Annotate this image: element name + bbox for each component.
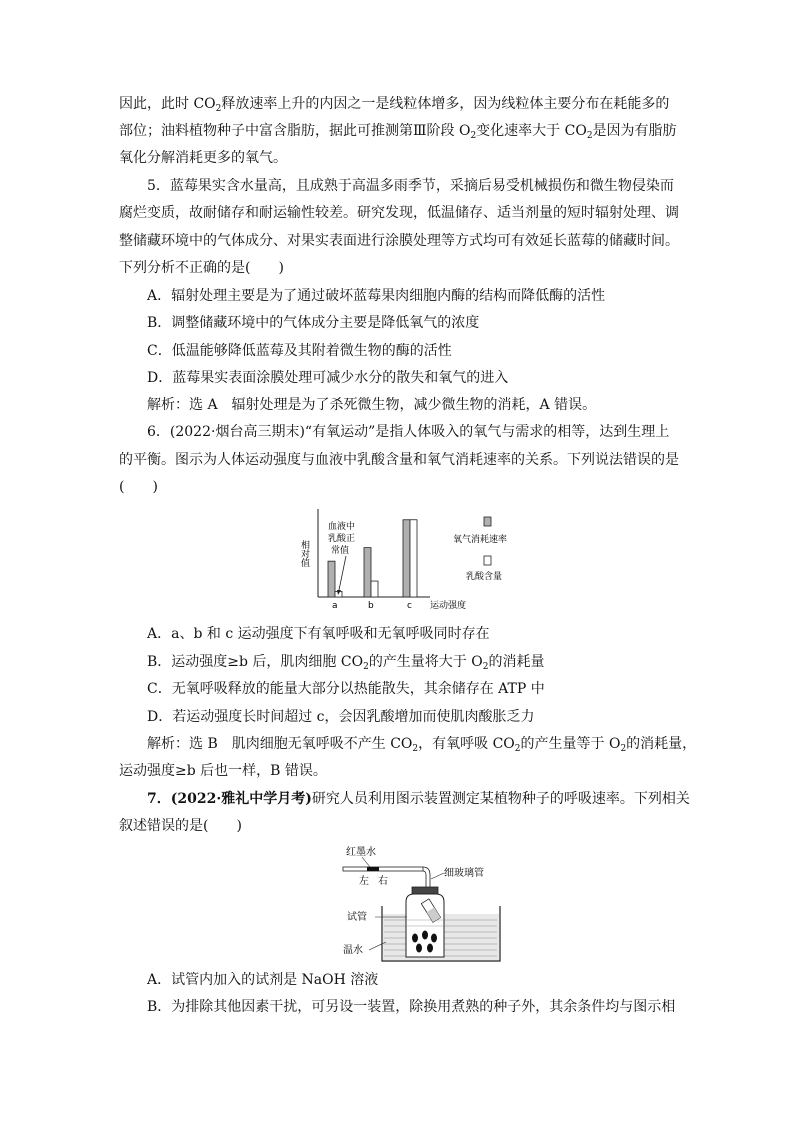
q7-stem-line2: 叙述错误的是( ) xyxy=(119,818,242,834)
q7-source: 7．(2022·雅礼中学月考) xyxy=(147,791,312,807)
stopper xyxy=(412,887,438,894)
q6-option-a: A．a、b 和 c 运动强度下有氧呼吸和无氧呼吸同时存在 xyxy=(147,626,490,642)
bar-lactate-b xyxy=(371,581,378,597)
bar-oxygen-c xyxy=(403,520,410,597)
label-test-tube: 试管 xyxy=(347,912,367,923)
para1-line2: 部位；油料植物种子中富含脂肪，据此可推测第Ⅲ阶段 $O_2$变化速率大于 $CO_2$是因为有脂肪 xyxy=(119,123,677,141)
label-red-ink: 红墨水 xyxy=(346,847,376,858)
annotation-line1: 血液中 xyxy=(328,522,356,532)
q6-option-c: C．无氧呼吸释放的能量大部分以热能散失，其余储存在 ATP 中 xyxy=(147,681,545,697)
q6-stem-line3: ( ) xyxy=(119,479,158,495)
bar-oxygen-b xyxy=(364,548,371,597)
red-ink-droplet xyxy=(367,867,379,871)
legend-swatch-lactate xyxy=(484,556,491,565)
q5-option-b: B．调整储藏环境中的气体成分主要是降低氧气的浓度 xyxy=(147,315,480,331)
para1-line3: 氧化分解消耗更多的氧气。 xyxy=(119,150,287,166)
label-capillary: 细玻璃管 xyxy=(444,868,484,879)
legend-label-lactate: 乳酸含量 xyxy=(466,572,503,582)
x-axis-label: 运动强度 xyxy=(430,601,467,611)
respiration-apparatus-diagram xyxy=(338,840,506,965)
q5-option-d: D．蓝莓果实表面涂膜处理可减少水分的散失和氧气的进入 xyxy=(147,370,509,386)
q5-analysis: 解析：选 A 辐射处理是为了杀死微生物，减少微生物的消耗，A 错误。 xyxy=(147,397,597,413)
y-axis-label: 相对值 xyxy=(299,540,309,567)
annotation-line2: 乳酸正 xyxy=(328,534,356,544)
q7-stem-line1: 7．(2022·雅礼中学月考)研究人员利用图示装置测定某植物种子的呼吸速率。下列相关 xyxy=(147,791,690,807)
q5-stem-line4: 下列分析不正确的是( ) xyxy=(119,260,284,276)
red-ink-leader xyxy=(362,857,370,867)
q7-option-a: A．试管内加入的试剂是 NaOH 溶液 xyxy=(147,972,379,988)
bar-lactate-c xyxy=(410,520,417,597)
q7-option-b: B．为排除其他因素干扰，可另设一装置，除换用煮熟的种子外，其余条件均与图示相 xyxy=(147,999,676,1015)
annotation-line3: 常值 xyxy=(331,546,350,556)
q6-analysis-line2: 运动强度≥b 后也一样，B 错误。 xyxy=(119,763,327,779)
q6-stem-line1: 6．(2022·烟台高三期末)“有氧运动”是指人体吸入的氧气与需求的相等，达到生理上 xyxy=(147,424,670,440)
q5-stem-line1: 5．蓝莓果实含水量高，且成熟于高温多雨季节，采摘后易受机械损伤和微生物侵染而 xyxy=(147,178,674,194)
exercise-bar-chart xyxy=(290,505,540,615)
legend-swatch-oxygen xyxy=(484,517,491,526)
legend-label-oxygen: 氧气消耗速率 xyxy=(453,535,508,545)
q6-option-b: B．运动强度≥b 后，肌肉细胞 $CO_2$的产生量将大于 $O_2$的消耗量 xyxy=(147,654,545,672)
capillary-leader xyxy=(431,873,444,879)
annotation-arrow xyxy=(339,556,346,590)
label-warm-water: 温水 xyxy=(343,945,363,956)
glass-capillary-tube xyxy=(343,867,423,871)
q5-option-c: C．低温能够降低蓝莓及其附着微生物的酶的活性 xyxy=(147,343,452,359)
q6-stem-line2: 的平衡。图示为人体运动强度与血液中乳酸含量和氧气消耗速率的关系。下列说法错误的是 xyxy=(119,452,679,468)
q6-analysis-line1: 解析：选 B 肌肉细胞无氧呼吸不产生 $CO_2$，有氧呼吸 $CO_2$的产生量等于 $O_2$的消耗量， xyxy=(147,736,697,754)
x-tick-a: a xyxy=(332,601,338,611)
x-tick-c: c xyxy=(407,601,412,611)
para1-line1: 因此，此时 $CO_2$释放速率上升的内因之一是线粒体增多，因为线粒体主要分布在耗能多的 xyxy=(119,96,670,114)
q5-option-a: A．辐射处理主要是为了通过破坏蓝莓果肉细胞内酶的结构而降低酶的活性 xyxy=(147,288,606,304)
capillary-bend xyxy=(423,867,430,887)
q6-option-d: D．若运动强度长时间超过 c，会因乳酸增加而使肌肉酸胀乏力 xyxy=(147,709,535,725)
x-tick-b: b xyxy=(368,601,374,611)
label-right: 右 xyxy=(378,876,388,887)
q6-source: 6．(2022·烟台高三期末) xyxy=(147,424,305,440)
label-left: 左 xyxy=(359,876,369,887)
bar-oxygen-a xyxy=(328,561,335,597)
q5-stem-line3: 整储藏环境中的气体成分、对果实表面进行涂膜处理等方式均可有效延长蓝莓的储藏时间。 xyxy=(119,233,679,249)
q5-stem-line2: 腐烂变质，故耐储存和耐运输性较差。研究发现，低温储存、适当剂量的短时辐射处理、调 xyxy=(119,205,679,221)
